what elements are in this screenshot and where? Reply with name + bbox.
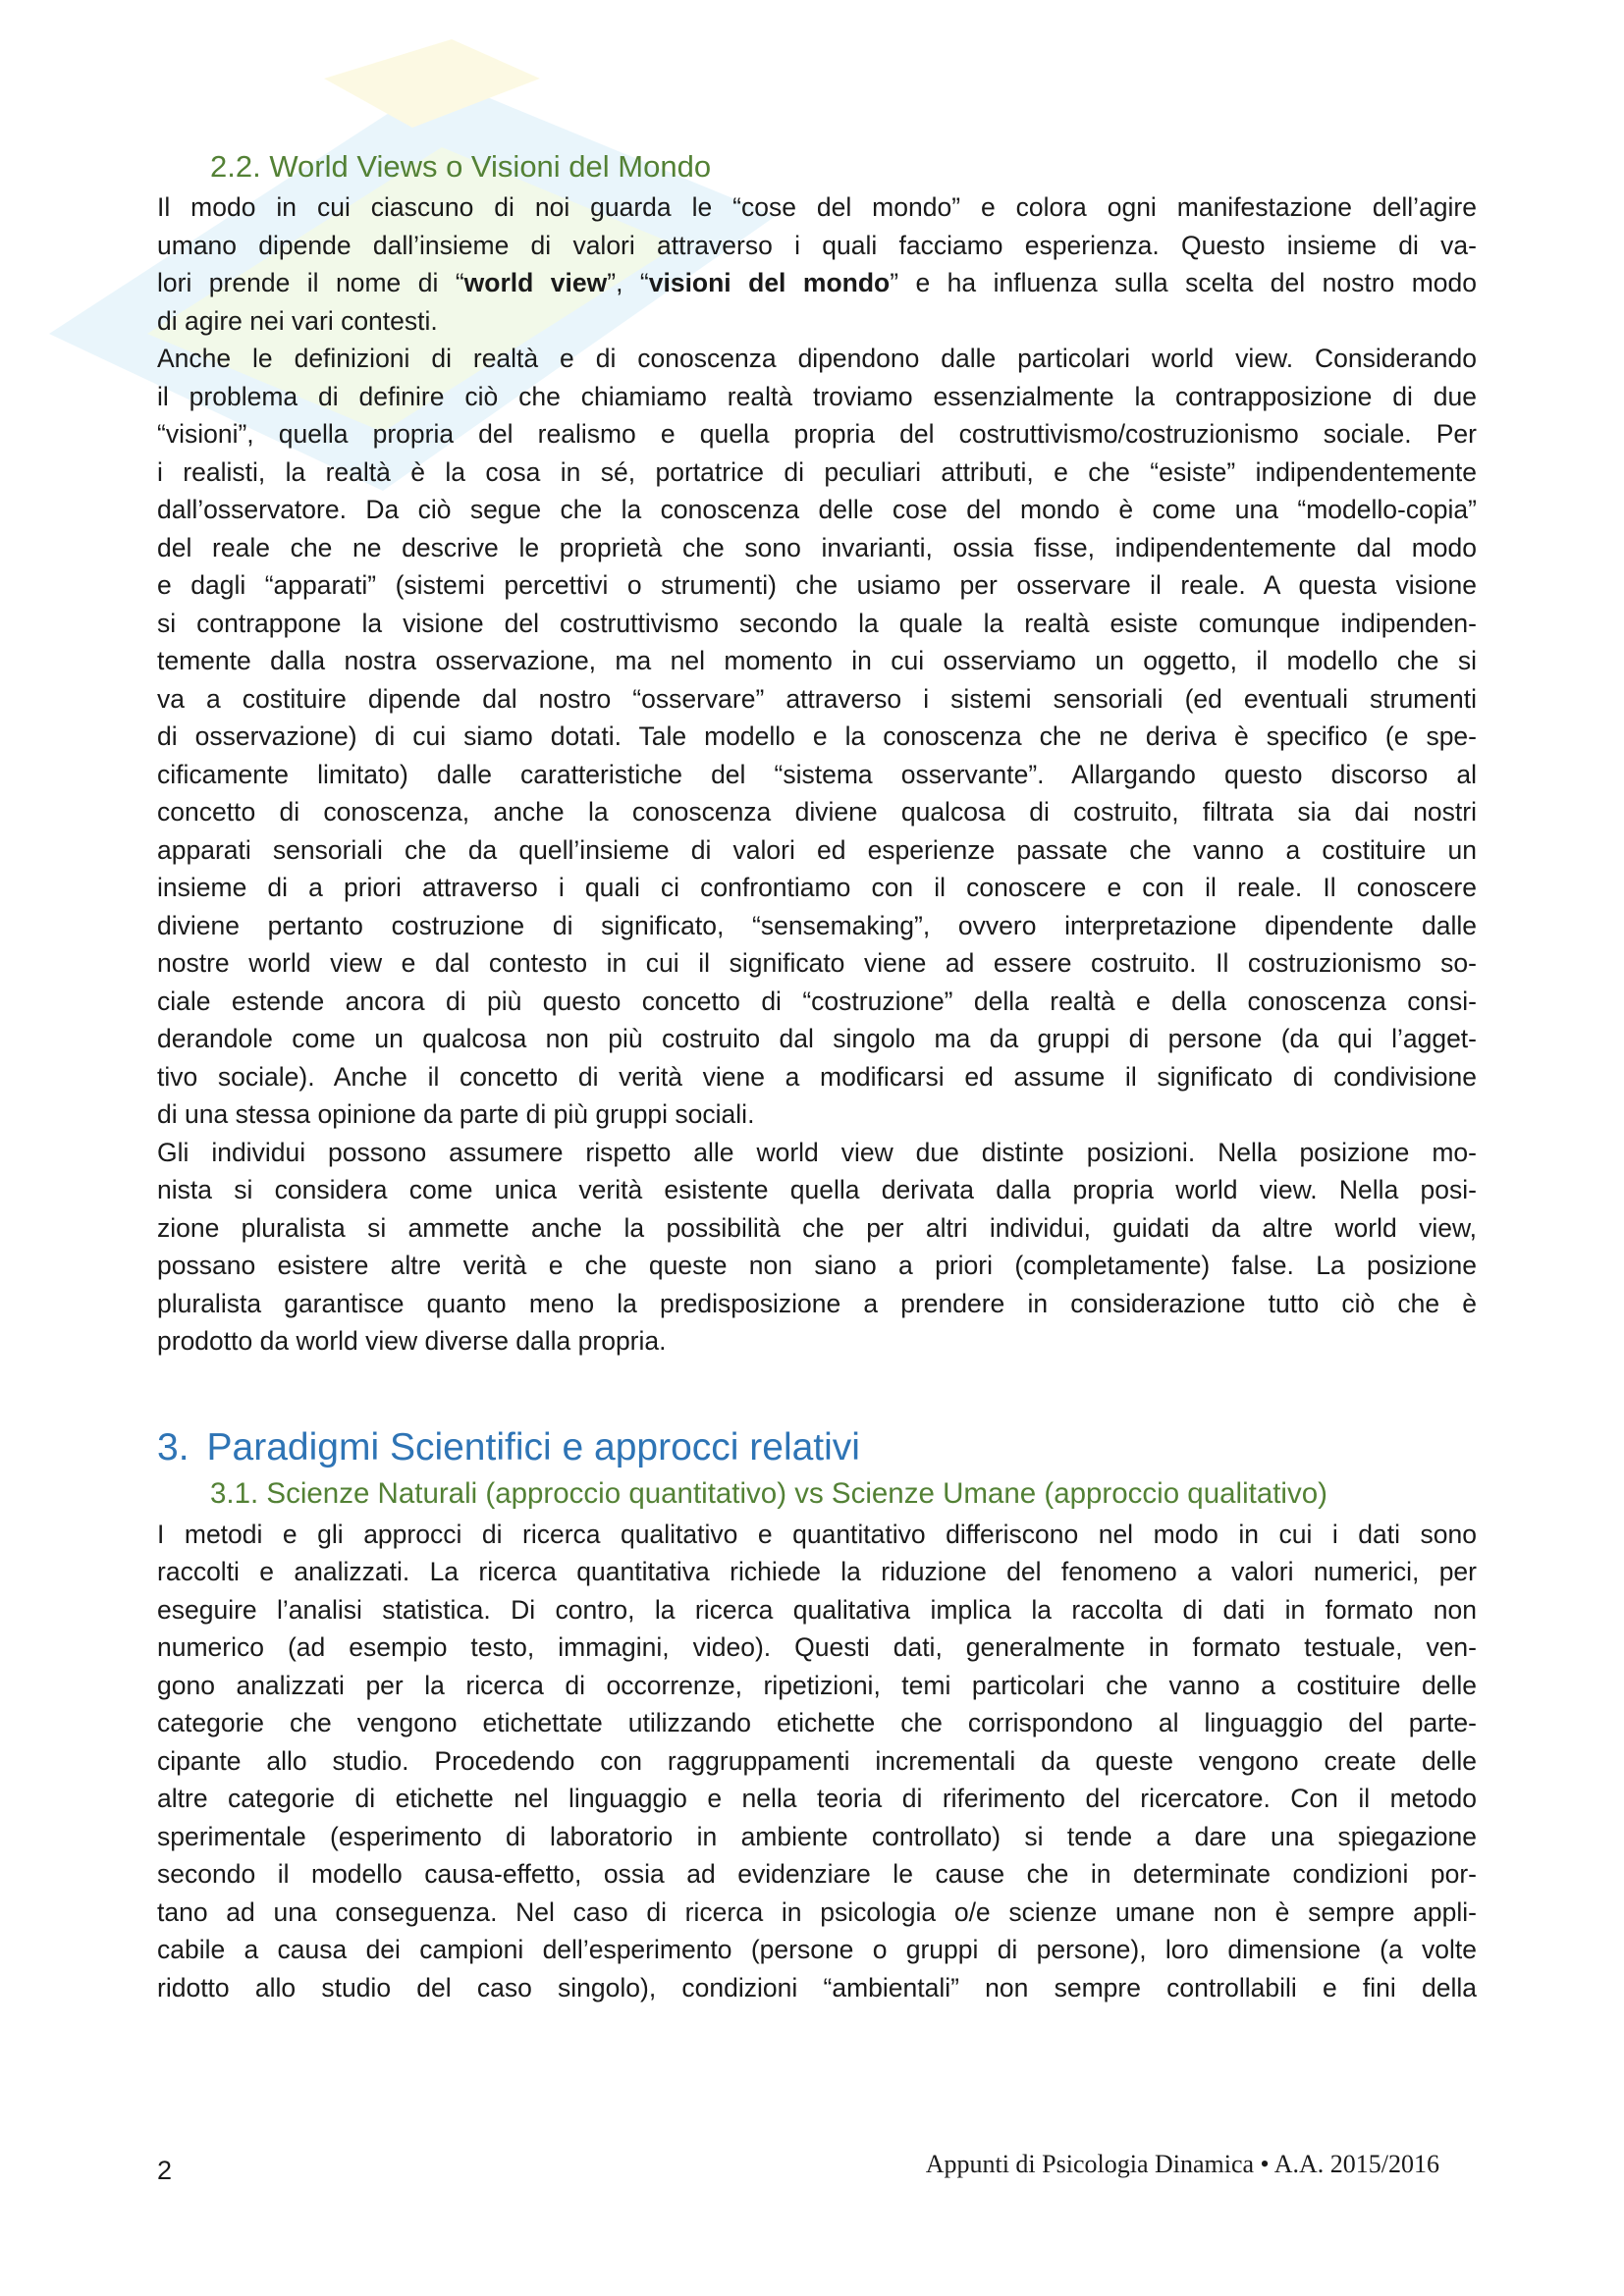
running-footer: Appunti di Psicologia Dinamica • A.A. 2015/2016 [925,2150,1439,2178]
text-line: cipante allo studio. Procedendo con raggruppamenti incrementali da queste vengono create delle [157,1745,1477,1776]
section-number: 3. [157,1425,189,1468]
text-line: tivo sociale). Anche il concetto di verità viene a modificarsi ed assume il significato di condivisione [157,1061,1477,1092]
text-line: apparati sensoriali che da quell’insieme di valori ed esperienze passate che vanno a costituire un [157,834,1477,865]
text-line: di una stessa opinione da parte di più gruppi sociali. [157,1099,755,1129]
text-line: i realisti, la realtà è la cosa in sé, portatrice di peculiari attributi, e che “esiste” indipendentemente [157,456,1477,487]
text-line: secondo il modello causa-effetto, ossia ad evidenziare le cause che in determinate condizioni por- [157,1859,1477,1889]
section-heading-3-1: 3.1. Scienze Naturali (approccio quantitativo) vs Scienze Umane (approccio qualitativo) [210,1476,1327,1510]
text-line: il problema di definire ciò che chiamiamo realtà troviamo essenzialmente la contrapposizione di due [157,381,1477,411]
text-line: va a costituire dipende dal nostro “osservare” attraverso i sistemi sensoriali (ed eventuali strumenti [157,683,1477,714]
text-line: Gli individui possono assumere rispetto alle world view due distinte posizioni. Nella posizione mo- [157,1137,1477,1167]
paragraph-realism-constructivism [157,340,1477,1134]
section-title: Paradigmi Scientifici e approcci relativi [206,1425,860,1468]
text-line: si contrappone la visione del costruttivismo secondo la quale la realtà esiste comunque indipenden- [157,608,1477,638]
bold-term-visioni-del-mondo: visioni del mondo [648,268,891,297]
text-line: ridotto allo studio del caso singolo), condizioni “ambientali” non sempre controllabili e fini della [157,1972,1477,2002]
bold-term-world-view: world view [463,268,608,297]
text-line: umano dipende dall’insieme di valori attraverso i quali facciamo esperienza. Questo insieme di va- [157,230,1477,260]
paragraph-qualitative-quantitative [157,1516,1477,2007]
text-line: tano ad una conseguenza. Nel caso di ricerca in psicologia o/e scienze umane non è sempre appli- [157,1896,1477,1927]
paragraph-monist-pluralist [157,1134,1477,1361]
text-line: cificamente limitato) dalle caratteristiche del “sistema osservante”. Allargando questo discorso al [157,759,1477,789]
text-line: prodotto da world view diverse dalla propria. [157,1326,667,1356]
text-line: concetto di conoscenza, anche la conoscenza diviene qualcosa di costruito, filtrata sia dai nostri [157,797,1477,827]
section-heading-3 [157,1423,1477,1472]
text-line: categorie che vengono etichettate utilizzando etichette che corrispondono al linguaggio del parte- [157,1708,1477,1737]
text-line: diviene pertanto costruzione di significato, “sensemaking”, ovvero interpretazione dipendente dalle [157,910,1477,940]
page-content [157,147,1477,2006]
text-line: dall’osservatore. Da ciò segue che la conoscenza delle cose del mondo è come una “modello-copia” [157,495,1477,524]
text-line: cabile a causa dei campioni dell’esperimento (persone o gruppi di persone), loro dimensione (a volte [157,1935,1477,1964]
text-line: del reale che ne descrive le proprietà che sono invarianti, ossia fisse, indipendentemente dal modo [157,532,1477,562]
text-line: temente dalla nostra osservazione, ma nel momento in cui osserviamo un oggetto, il modello che si [157,646,1477,675]
section-heading-2-2: 2.2. World Views o Visioni del Mondo [210,149,712,184]
text-line: Il modo in cui ciascuno di noi guarda le “cose del mondo” e colora ogni manifestazione dell’agire [157,192,1477,222]
text-line: pluralista garantisce quanto meno la predisposizione a prendere in considerazione tutto ciò che è [157,1288,1477,1318]
text-line: nostre world view e dal contesto in cui il significato viene ad essere costruito. Il costruzionismo so- [157,948,1477,978]
text-line: sperimentale (esperimento di laboratorio in ambiente controllato) si tende a dare una spiegazione [157,1821,1477,1851]
text-line: numerico (ad esempio testo, immagini, video). Questi dati, generalmente in formato testuale, ven- [157,1632,1477,1662]
text-line: e dagli “apparati” (sistemi percettivi o strumenti) che usiamo per osservare il reale. A questa visione [157,570,1477,600]
text-line: raccolti e analizzati. La ricerca quantitativa richiede la riduzione del fenomeno a valori numerici, per [157,1557,1477,1586]
paragraph-world-views-intro [157,188,1477,340]
text-run: ” e ha influenza sulla scelta del nostro modo [890,268,1478,297]
text-run: ”, “ [607,268,649,297]
text-line: I metodi e gli approcci di ricerca qualitativo e quantitativo differiscono nel modo in cui i dati sono [157,1519,1477,1549]
text-run: lori prende il nome di “ [157,268,464,297]
text-line: “visioni”, quella propria del realismo e quella propria del costruttivismo/costruzionismo sociale. Per [157,419,1477,449]
text-line [157,264,1477,302]
text-line: eseguire l’analisi statistica. Di contro, la ricerca qualitativa implica la raccolta di dati in formato non [157,1594,1477,1625]
text-line: di agire nei vari contesti. [157,305,438,336]
text-line: zione pluralista si ammette anche la possibilità che per altri individui, guidati da altre world view, [157,1212,1477,1243]
text-line: gono analizzati per la ricerca di occorrenze, ripetizioni, temi particolari che vanno a costituire delle [157,1670,1477,1700]
text-line: nista si considera come unica verità esistente quella derivata dalla propria world view. Nella posi- [157,1175,1477,1204]
text-line: possano esistere altre verità e che queste non siano a priori (completamente) false. La posizione [157,1251,1477,1280]
text-line: derandole come un qualcosa non più costruito dal singolo ma da gruppi di persone (da qui l’agget- [157,1024,1477,1053]
page-number: 2 [157,2156,173,2185]
text-line: altre categorie di etichette nel linguaggio e nella teoria di riferimento del ricercatore. Con il metodo [157,1784,1477,1813]
text-line: di osservazione) di cui siamo dotati. Tale modello e la conoscenza che ne deriva è specifico (e spe- [157,721,1477,751]
text-line: ciale estende ancora di più questo concetto di “costruzione” della realtà e della conoscenza consi- [157,986,1477,1016]
text-line: insieme di a priori attraverso i quali ci confrontiamo con il conoscere e con il reale. Il conoscere [157,873,1477,902]
text-line: Anche le definizioni di realtà e di conoscenza dipendono dalle particolari world view. Considerando [157,344,1477,373]
